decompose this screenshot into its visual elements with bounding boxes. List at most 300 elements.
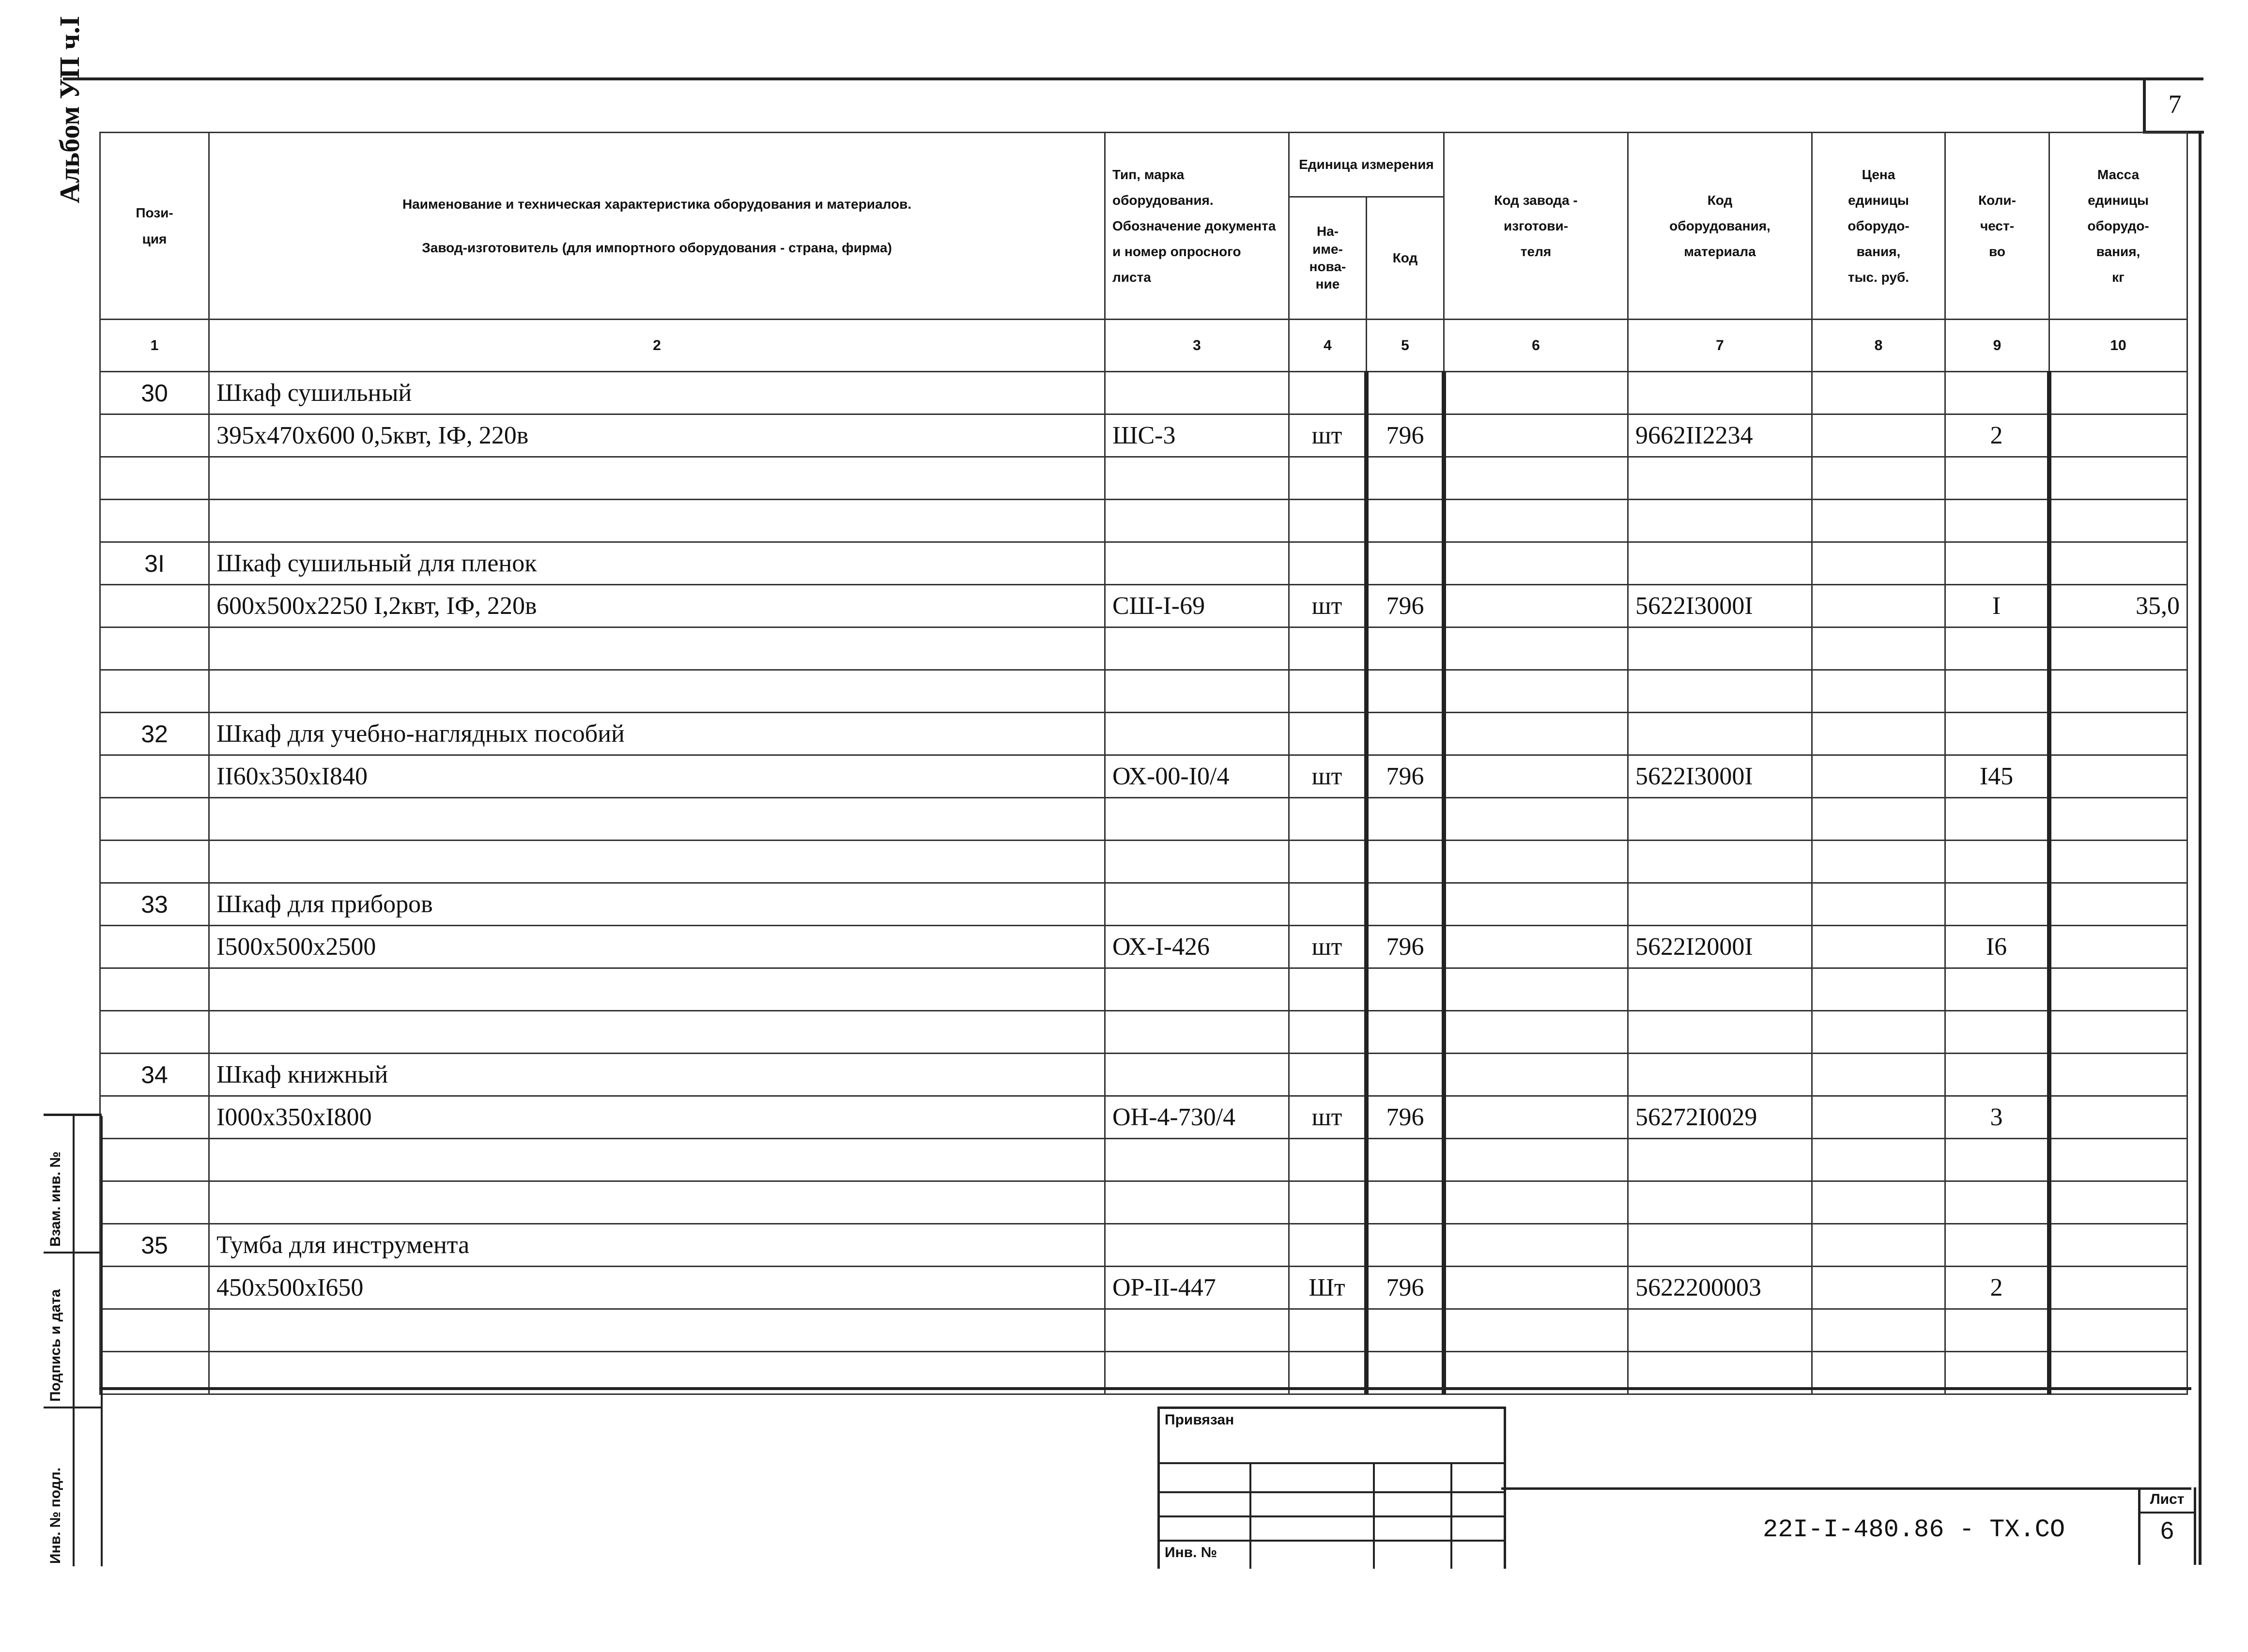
table-row — [100, 926, 2187, 968]
table-cell — [1812, 713, 1945, 755]
header-factory-code-text: Код завода - изготови- теля — [1494, 192, 1578, 260]
item-unit-code: 796 — [1367, 1096, 1444, 1139]
table-cell — [1367, 1054, 1444, 1096]
item-price — [1812, 755, 1945, 798]
header-price — [1812, 133, 1945, 320]
item-name: Шкаф книжный — [209, 1054, 1105, 1096]
item-factory-code — [1444, 1267, 1628, 1309]
item-spec: 395х470х600 0,5квт, IФ, 220в — [209, 414, 1105, 457]
table-cell — [2049, 713, 2187, 755]
table-cell — [1628, 1309, 1812, 1352]
table-cell — [1444, 1309, 1628, 1352]
table-cell — [1444, 1181, 1628, 1224]
item-unit: шт — [1289, 926, 1367, 968]
item-factory-code — [1444, 414, 1628, 457]
item-price — [1812, 1267, 1945, 1309]
item-price — [1812, 585, 1945, 627]
table-cell — [100, 926, 209, 968]
table-cell — [1444, 457, 1628, 500]
table-cell — [1945, 627, 2049, 670]
sheet-corner-number: 7 — [2143, 77, 2204, 134]
table-row — [100, 1267, 2187, 1309]
table-cell — [1628, 1139, 1812, 1181]
table-row — [100, 414, 2187, 457]
item-type: ШС-3 — [1105, 414, 1289, 457]
table-cell — [100, 841, 209, 883]
table-cell — [209, 500, 1105, 542]
table-cell — [1367, 457, 1444, 500]
table-cell — [1444, 1054, 1628, 1096]
table-cell — [209, 798, 1105, 841]
sheet-number: 6 — [2160, 1517, 2174, 1544]
table-cell — [1367, 627, 1444, 670]
header-unit-group — [1289, 133, 1444, 197]
item-unit-code: 796 — [1367, 926, 1444, 968]
column-number: 9 — [1945, 320, 2049, 372]
table-cell — [2049, 670, 2187, 713]
album-label-text: Альбом УП ч.I — [54, 15, 85, 203]
table-cell — [1444, 713, 1628, 755]
item-mass — [2049, 1096, 2187, 1139]
table-cell — [1289, 500, 1367, 542]
table-cell — [1444, 670, 1628, 713]
table-cell — [1289, 1054, 1367, 1096]
item-position: 35 — [100, 1224, 209, 1267]
table-cell — [1367, 841, 1444, 883]
header-quantity — [1945, 133, 2049, 320]
table-row — [100, 585, 2187, 627]
table-cell — [1105, 1011, 1289, 1054]
item-position: 3I — [100, 542, 209, 585]
table-cell — [1628, 883, 1812, 926]
item-quantity: I6 — [1945, 926, 2049, 968]
item-position: 30 — [100, 372, 209, 414]
table-cell — [1812, 542, 1945, 585]
item-name: Шкаф для приборов — [209, 883, 1105, 926]
stamp-divider — [73, 1116, 75, 1566]
item-code: 5622I3000I — [1628, 755, 1812, 798]
table-row — [100, 372, 2187, 414]
table-cell — [1367, 542, 1444, 585]
table-cell — [1444, 1139, 1628, 1181]
table-cell — [1289, 713, 1367, 755]
table-cell — [1812, 968, 1945, 1011]
table-cell — [1945, 883, 2049, 926]
table-cell — [209, 841, 1105, 883]
table-row — [100, 627, 2187, 670]
header-type — [1105, 133, 1289, 320]
table-cell — [209, 1011, 1105, 1054]
table-cell — [100, 968, 209, 1011]
table-cell — [1628, 968, 1812, 1011]
stamp-inv-orig-text: Инв. № подл. — [47, 1467, 63, 1564]
item-unit-code: 796 — [1367, 414, 1444, 457]
table-cell — [1812, 1139, 1945, 1181]
table-cell — [1105, 627, 1289, 670]
table-cell — [1444, 372, 1628, 414]
table-cell — [1105, 670, 1289, 713]
table-row — [100, 1096, 2187, 1139]
table-cell — [1289, 883, 1367, 926]
binding-divider — [1249, 1462, 1251, 1569]
table-cell — [2049, 968, 2187, 1011]
table-cell — [1105, 841, 1289, 883]
table-cell — [1945, 1181, 2049, 1224]
item-quantity: I — [1945, 585, 2049, 627]
table-row — [100, 798, 2187, 841]
table-cell — [1628, 713, 1812, 755]
stamp-divider — [44, 1252, 102, 1254]
table-cell — [1628, 542, 1812, 585]
table-cell — [2049, 542, 2187, 585]
table-row — [100, 883, 2187, 926]
table-cell — [1444, 841, 1628, 883]
table-row — [100, 841, 2187, 883]
column-number: 6 — [1444, 320, 1628, 372]
table-cell — [1945, 1011, 2049, 1054]
item-mass — [2049, 926, 2187, 968]
table-row — [100, 500, 2187, 542]
title-block-line — [1501, 1487, 2191, 1490]
table-cell — [100, 1309, 209, 1352]
table-cell — [209, 968, 1105, 1011]
table-cell — [1628, 500, 1812, 542]
item-name: Шкаф сушильный для пленок — [209, 542, 1105, 585]
item-mass: 35,0 — [2049, 585, 2187, 627]
item-type: СШ-I-69 — [1105, 585, 1289, 627]
table-cell — [1444, 500, 1628, 542]
table-cell — [1105, 1309, 1289, 1352]
stamp-divider — [44, 1407, 102, 1408]
table-cell — [2049, 457, 2187, 500]
header-type-text: Тип, марка оборудования. Обозначение документа и номер опросного листа — [1112, 167, 1276, 285]
table-cell — [2049, 883, 2187, 926]
table-cell — [1444, 798, 1628, 841]
table-cell — [1105, 1181, 1289, 1224]
table-cell — [2049, 372, 2187, 414]
item-spec: II60х350хI840 — [209, 755, 1105, 798]
frame-outer-right-line — [2199, 132, 2202, 1565]
table-cell — [100, 755, 209, 798]
item-unit: Шт — [1289, 1267, 1367, 1309]
item-unit: шт — [1289, 414, 1367, 457]
item-quantity: 2 — [1945, 1267, 2049, 1309]
table-row — [100, 1011, 2187, 1054]
stamp-divider — [101, 1116, 103, 1566]
item-type: ОХ-00-I0/4 — [1105, 755, 1289, 798]
table-cell — [1812, 1054, 1945, 1096]
table-row — [100, 968, 2187, 1011]
header-factory-code — [1444, 133, 1628, 320]
table-cell — [1289, 542, 1367, 585]
header-unit-name-text: На- име- нова- ние — [1309, 224, 1346, 292]
table-cell — [1289, 1224, 1367, 1267]
table-cell — [1812, 627, 1945, 670]
table-cell — [1945, 1224, 2049, 1267]
column-number: 2 — [209, 320, 1105, 372]
item-mass — [2049, 414, 2187, 457]
table-cell — [1105, 968, 1289, 1011]
table-cell — [100, 1181, 209, 1224]
table-cell — [100, 670, 209, 713]
column-number: 5 — [1367, 320, 1444, 372]
column-numbers-row — [100, 320, 2187, 372]
header-position — [100, 133, 209, 320]
table-cell — [1289, 968, 1367, 1011]
table-cell — [1444, 627, 1628, 670]
table-cell — [1628, 1011, 1812, 1054]
binding-divider — [1373, 1462, 1375, 1569]
table-cell — [2049, 1309, 2187, 1352]
table-cell — [2049, 1011, 2187, 1054]
table-cell — [100, 457, 209, 500]
table-cell — [1289, 1011, 1367, 1054]
table-row — [100, 1139, 2187, 1181]
sheet-label: Лист — [2140, 1487, 2194, 1514]
frame-bottom-line — [99, 1387, 2191, 1390]
table-row — [100, 1054, 2187, 1096]
table-cell — [1289, 372, 1367, 414]
table-cell — [1945, 1139, 2049, 1181]
table-cell — [209, 1181, 1105, 1224]
header-quantity-text: Коли- чест- во — [1978, 192, 2016, 260]
item-unit: шт — [1289, 755, 1367, 798]
table-cell — [100, 1267, 209, 1309]
header-unit-group-text: Единица измерения — [1299, 157, 1434, 172]
table-cell — [209, 1309, 1105, 1352]
table-row — [100, 457, 2187, 500]
column-number: 8 — [1812, 320, 1945, 372]
table-cell — [1289, 1181, 1367, 1224]
table-cell — [1628, 1181, 1812, 1224]
table-cell — [1105, 1054, 1289, 1096]
table-cell — [1289, 670, 1367, 713]
column-number: 1 — [100, 320, 209, 372]
table-cell — [1812, 372, 1945, 414]
table-cell — [1289, 627, 1367, 670]
table-cell — [100, 500, 209, 542]
table-cell — [1289, 1309, 1367, 1352]
table-cell — [1367, 713, 1444, 755]
table-cell — [1367, 883, 1444, 926]
table-cell — [1945, 798, 2049, 841]
table-cell — [209, 457, 1105, 500]
item-spec: 600х500х2250 I,2квт, IФ, 220в — [209, 585, 1105, 627]
item-mass — [2049, 1267, 2187, 1309]
document-number: 22I-I-480.86 - ТХ.СО — [1763, 1515, 2065, 1544]
binding-divider — [1450, 1462, 1452, 1569]
header-unit-code — [1367, 197, 1444, 320]
item-name: Шкаф для учебно-наглядных пособий — [209, 713, 1105, 755]
item-code: 56272I0029 — [1628, 1096, 1812, 1139]
item-position: 32 — [100, 713, 209, 755]
table-cell — [1945, 542, 2049, 585]
header-unit-code-text: Код — [1392, 250, 1418, 266]
top-border-line — [63, 77, 2203, 80]
table-cell — [1628, 457, 1812, 500]
header-name-text: Наименование и техническая характеристика оборудования и материалов. Завод-изготовитель (для импортного оборудования - страна, фирма) — [402, 196, 912, 255]
table-cell — [1367, 1181, 1444, 1224]
table-cell — [1367, 1309, 1444, 1352]
header-row — [100, 133, 2187, 197]
table-cell — [2049, 1054, 2187, 1096]
item-factory-code — [1444, 585, 1628, 627]
table-row — [100, 670, 2187, 713]
table-row — [100, 542, 2187, 585]
table-cell — [1105, 542, 1289, 585]
column-number: 3 — [1105, 320, 1289, 372]
item-spec: 450х500хI650 — [209, 1267, 1105, 1309]
item-factory-code — [1444, 926, 1628, 968]
table-body — [100, 372, 2187, 1394]
table-cell — [1444, 1011, 1628, 1054]
table-cell — [1367, 670, 1444, 713]
item-code: 5622I3000I — [1628, 585, 1812, 627]
table-cell — [1945, 968, 2049, 1011]
table-cell — [1628, 798, 1812, 841]
table-row — [100, 1181, 2187, 1224]
table-cell — [1812, 457, 1945, 500]
table-row — [100, 1309, 2187, 1352]
table-cell — [1628, 670, 1812, 713]
table-cell — [1289, 798, 1367, 841]
item-price — [1812, 1096, 1945, 1139]
stamp-sign-date-text: Подпись и дата — [47, 1289, 63, 1402]
item-unit-code: 796 — [1367, 585, 1444, 627]
table-cell — [1812, 1011, 1945, 1054]
table-cell — [1105, 798, 1289, 841]
column-number: 10 — [2049, 320, 2187, 372]
table-cell — [100, 414, 209, 457]
table-cell — [100, 1096, 209, 1139]
column-number: 7 — [1628, 320, 1812, 372]
table-cell — [1105, 1224, 1289, 1267]
table-cell — [1945, 670, 2049, 713]
table-cell — [1812, 1224, 1945, 1267]
table-cell — [1628, 841, 1812, 883]
table-cell — [209, 1139, 1105, 1181]
table-cell — [209, 670, 1105, 713]
table-cell — [1367, 1011, 1444, 1054]
table-cell — [1812, 798, 1945, 841]
table-cell — [1945, 1309, 2049, 1352]
table-cell — [2049, 798, 2187, 841]
item-spec: I000х350хI800 — [209, 1096, 1105, 1139]
table-cell — [1945, 841, 2049, 883]
item-unit: шт — [1289, 585, 1367, 627]
table-cell — [1367, 968, 1444, 1011]
header-mass — [2049, 133, 2187, 320]
table-cell — [1812, 841, 1945, 883]
column-number: 4 — [1289, 320, 1367, 372]
table-cell — [2049, 1224, 2187, 1267]
table-cell — [1367, 372, 1444, 414]
table-cell — [1812, 1181, 1945, 1224]
table-cell — [100, 1139, 209, 1181]
table-cell — [1628, 1054, 1812, 1096]
table-row — [100, 713, 2187, 755]
table-cell — [1444, 1224, 1628, 1267]
table-cell — [209, 627, 1105, 670]
table-cell — [1367, 798, 1444, 841]
item-quantity: 3 — [1945, 1096, 2049, 1139]
header-name — [209, 133, 1105, 320]
item-quantity: I45 — [1945, 755, 2049, 798]
header-equipment-code — [1628, 133, 1812, 320]
table-cell — [1812, 1309, 1945, 1352]
table-cell — [100, 798, 209, 841]
item-mass — [2049, 755, 2187, 798]
header-unit-name — [1289, 197, 1367, 320]
table-cell — [2049, 627, 2187, 670]
specification-table — [99, 132, 2188, 1395]
item-unit: шт — [1289, 1096, 1367, 1139]
table-cell — [100, 1011, 209, 1054]
table-cell — [1945, 500, 2049, 542]
item-code: 5622200003 — [1628, 1267, 1812, 1309]
binding-label: Привязан — [1165, 1412, 1234, 1428]
item-type: ОН-4-730/4 — [1105, 1096, 1289, 1139]
table-cell — [1105, 457, 1289, 500]
item-name: Тумба для инструмента — [209, 1224, 1105, 1267]
table-cell — [100, 627, 209, 670]
table-cell — [1289, 841, 1367, 883]
table-cell — [2049, 1181, 2187, 1224]
item-position: 33 — [100, 883, 209, 926]
table-cell — [1367, 1224, 1444, 1267]
table-cell — [2049, 1139, 2187, 1181]
header-equipment-code-text: Код оборудования, материала — [1669, 192, 1771, 260]
item-type: ОР-II-447 — [1105, 1267, 1289, 1309]
table-cell — [1945, 713, 2049, 755]
table-cell — [2049, 841, 2187, 883]
item-code: 5622I2000I — [1628, 926, 1812, 968]
table-cell — [1945, 372, 2049, 414]
item-name: Шкаф сушильный — [209, 372, 1105, 414]
table-cell — [1812, 500, 1945, 542]
item-quantity: 2 — [1945, 414, 2049, 457]
item-factory-code — [1444, 1096, 1628, 1139]
table-cell — [1105, 1139, 1289, 1181]
table-cell — [1444, 883, 1628, 926]
table-cell — [1444, 542, 1628, 585]
binding-inv-label: Инв. № — [1165, 1545, 1217, 1560]
header-price-text: Цена единицы оборудо- вания, тыс. руб. — [1848, 167, 1909, 285]
table-cell — [100, 585, 209, 627]
table-row — [100, 755, 2187, 798]
binding-stamp — [1157, 1407, 1506, 1569]
stamp-inv-replace-text: Взам. инв. № — [47, 1151, 63, 1247]
item-position: 34 — [100, 1054, 209, 1096]
table-cell — [1945, 1054, 2049, 1096]
table-cell — [2049, 500, 2187, 542]
table-cell — [1628, 1224, 1812, 1267]
side-stamp-block — [44, 1114, 102, 1566]
item-unit-code: 796 — [1367, 1267, 1444, 1309]
table-cell — [1105, 883, 1289, 926]
table-cell — [1367, 500, 1444, 542]
table-cell — [1289, 1139, 1367, 1181]
item-price — [1812, 926, 1945, 968]
sheet-number-box — [2138, 1487, 2196, 1565]
table-cell — [1367, 1139, 1444, 1181]
table-cell — [1812, 883, 1945, 926]
item-type: ОХ-I-426 — [1105, 926, 1289, 968]
item-spec: I500х500х2500 — [209, 926, 1105, 968]
table-cell — [1444, 968, 1628, 1011]
table-row — [100, 1224, 2187, 1267]
table-cell — [1945, 457, 2049, 500]
